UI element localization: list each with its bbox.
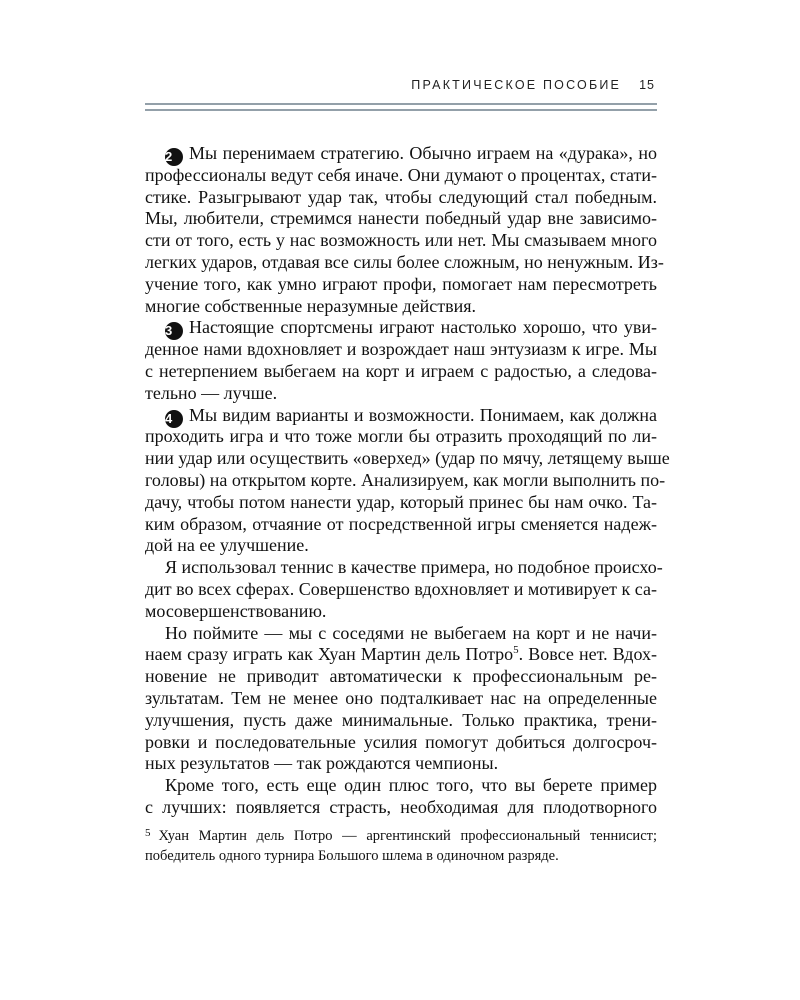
- number-bullet-4-icon: 4: [165, 410, 183, 428]
- header-rule-bottom: [145, 109, 657, 111]
- footnote-line-1: Хуан Мартин дель Потро — аргентинский профессиональный теннисист;: [158, 828, 657, 844]
- body-text: [145, 143, 670, 819]
- paragraph-tennis-example: Я использовал теннис в качестве примера, но подобное происхо- дит во всех сферах. Совершенство вдохновляет и мотивирует к са- мосовершенствованию.: [145, 557, 663, 621]
- running-head: [411, 78, 655, 92]
- header-rule-top: [145, 103, 657, 105]
- page-number: 15: [639, 78, 655, 92]
- paragraph-bullet-3: 3 Настоящие спортсмены играют настолько хорошо, что уви- денное нами вдохновляет и возрождает наш энтузиазм к игре. Мы с нетерпением выбегаем на корт и играем с радостью, а следова- тельно — лучше.: [145, 317, 657, 403]
- number-bullet-3-icon: 3: [165, 322, 183, 340]
- paragraph-bullet-2: 2 Мы перенимаем стратегию. Обычно играем на «дурака», но профессионалы ведут себя иначе. Они думают о процентах, стати- стике. Разыгрывают удар так, чтобы следующий стал победным. Мы, любители, стремимся нанести победный удар вне зависимо- сти от того, есть у нас возможность или нет. Мы смазываем много легких ударов, отдавая все силы более сложным, но ненужным. Из- учение того, как умно играют профи, помогает нам пересмотреть многие собственные неразумные действия.: [145, 143, 664, 316]
- paragraph-del-potro: Но поймите — мы с соседями не выбегаем на корт и не начи- наем сразу играть как Хуан Мартин дель Потро$^5$. Вовсе нет. Вдох- новение не приводит автоматически к профессиональным ре- зультатам. Тем не менее оно подталкивает нас на определенные улучшения, пусть даже минимальные. Только практика, трени- ровки и последовательные усилия помогут добиться долгосроч- ных результатов — так рождаются чемпионы.: [145, 622, 657, 774]
- paragraph-passion: Кроме того, есть еще один плюс того, что вы берете пример с лучших: появляется страсть, необходимая для плодотворного: [145, 775, 657, 817]
- running-head-title: ПРАКТИЧЕСКОЕ ПОСОБИЕ: [411, 78, 622, 92]
- footnote: [145, 823, 657, 866]
- footnote-ref-5[interactable]: 5: [513, 644, 519, 657]
- footnote-line-2: победитель одного турнира Большого шлема в одиночном разряде.: [145, 848, 559, 864]
- footnote-mark: 5: [145, 827, 151, 839]
- number-bullet-2-icon: 2: [165, 148, 183, 166]
- paragraph-bullet-4: 4 Мы видим варианты и возможности. Понимаем, как должна проходить игра и что тоже могли бы отразить проходящий по ли- нии удар или осуществить «оверхед» (удар по мячу, летящему выше головы) на открытом корте. Анализируем, как могли выполнить по- дачу, чтобы потом нанести удар, который принес бы нам очко. Та- ким образом, отчаяние от посредственной игры сменяется надеж- дой на ее улучшение.: [145, 404, 670, 556]
